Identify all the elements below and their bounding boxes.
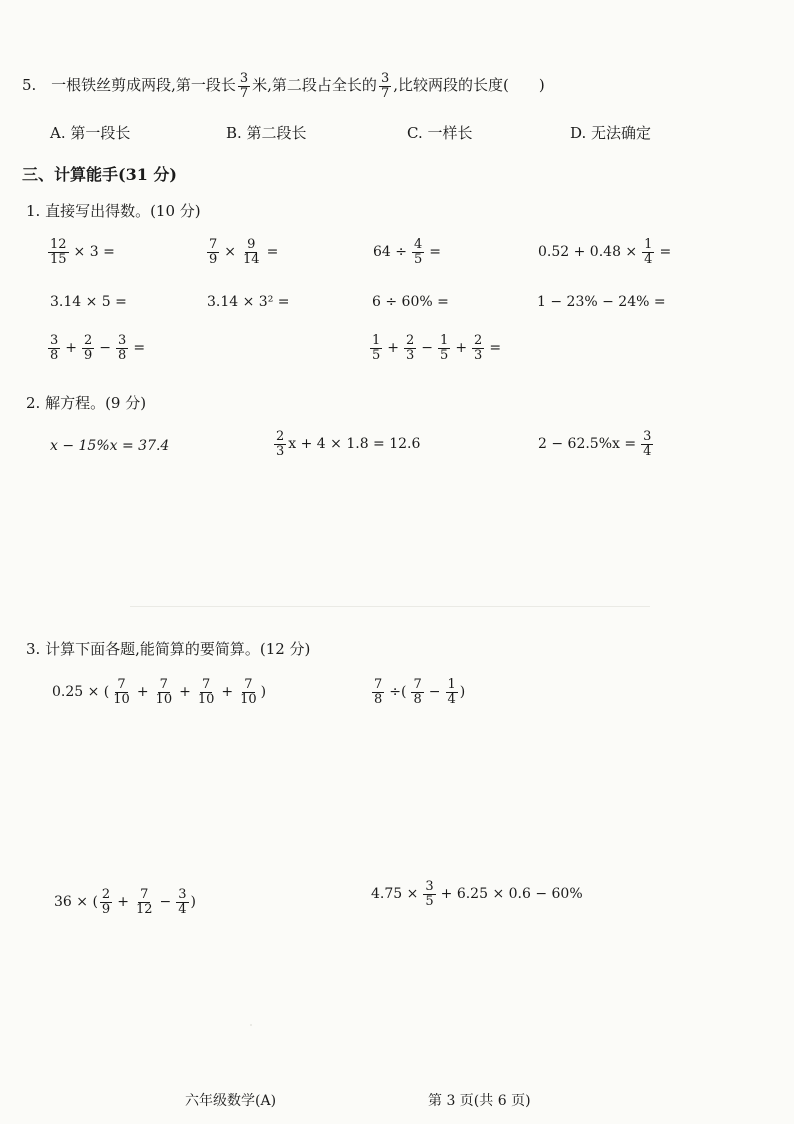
expr-2-2: 3.14 × 3² = (207, 294, 290, 310)
question-text: 一根铁丝剪成两段,第一段长 (51, 76, 236, 95)
expr-1-2: $\frac{7}{9}$ × $\frac{9}{14}$ = (209, 237, 279, 267)
expr-1-1: $\frac{12}{15}$ × 3 = (50, 237, 115, 267)
fraction: $\frac{7}{10}$ (197, 677, 215, 707)
fraction: $\frac{3}{4}$ (643, 429, 652, 459)
fraction: $\frac{3}{7}$ (239, 71, 249, 101)
fraction: $\frac{1}{5}$ (440, 333, 449, 363)
expr-2-1: 3.14 × 5 = (50, 294, 127, 310)
question-text: ,比较两段的长度( (393, 76, 509, 95)
fraction: $\frac{7}{12}$ (135, 887, 153, 917)
equation-2: $\frac{2}{3}$ x + 4 × 1.8 = 12.6 (276, 429, 421, 459)
fraction: $\frac{1}{4}$ (447, 677, 456, 707)
question-5 (22, 72, 545, 100)
calc-b: $\frac{7}{8}$ ÷( $\frac{7}{8}$ − $\frac{1}{4}$ ) (374, 677, 466, 707)
fraction: $\frac{2}{3}$ (474, 333, 483, 363)
expr-1-4: 0.52 + 0.48 × $\frac{1}{4}$ = (538, 237, 672, 267)
expr-2-3: 6 ÷ 60% = (372, 294, 449, 310)
fraction: $\frac{7}{10}$ (113, 677, 130, 707)
calc-d: 4.75 × $\frac{3}{5}$ + 6.25 × 0.6 − 60% (371, 879, 583, 909)
scan-artifact (130, 606, 650, 607)
footer-page-number: 第 3 页(共 6 页) (428, 1093, 531, 1109)
option-b: B. 第二段长 (226, 124, 307, 142)
scan-artifact (250, 1024, 252, 1026)
equation-3: 2 − 62.5%x = $\frac{3}{4}$ (538, 429, 652, 459)
part-3-title: 3. 计算下面各题,能简算的要简算。(12 分) (26, 640, 311, 658)
fraction: $\frac{7}{8}$ (374, 677, 383, 707)
fraction: $\frac{1}{5}$ (372, 333, 381, 363)
expr-2-4: 1 − 23% − 24% = (537, 294, 666, 310)
question-text: 米,第二段占全长的 (252, 76, 377, 95)
fraction: $\frac{7}{8}$ (413, 677, 422, 707)
fraction: $\frac{2}{3}$ (276, 429, 285, 459)
question-text: ) (538, 76, 545, 95)
fraction: $\frac{1}{4}$ (644, 237, 653, 267)
equation-1: x − 15%x = 37.4 (50, 438, 170, 454)
fraction: $\frac{12}{15}$ (50, 237, 67, 267)
fraction: $\frac{3}{8}$ (118, 333, 127, 363)
fraction: $\frac{3}{8}$ (50, 333, 59, 363)
footer-subject: 六年级数学(A) (185, 1093, 277, 1109)
part-2-title: 2. 解方程。(9 分) (26, 394, 147, 412)
expr-3-2: $\frac{1}{5}$ + $\frac{2}{3}$ − $\frac{1}{5}$ + $\frac{2}{3}$ = (372, 333, 502, 363)
fraction: $\frac{3}{7}$ (380, 71, 390, 101)
section-title: 三、计算能手(31 分) (22, 165, 177, 184)
fraction: $\frac{2}{9}$ (101, 887, 111, 917)
fraction: $\frac{3}{5}$ (425, 879, 434, 909)
calc-a: 0.25 × ( $\frac{7}{10}$ + $\frac{7}{10}$ + $\frac{7}{10}$ + $\frac{7}{10}$ ) (52, 677, 267, 707)
part-1-title: 1. 直接写出得数。(10 分) (26, 202, 201, 220)
question-number: 5. (22, 76, 37, 95)
calc-c: 36 × ( $\frac{2}{9}$ + $\frac{7}{12}$ − $\frac{3}{4}$ ) (54, 887, 196, 917)
fraction: $\frac{7}{10}$ (240, 677, 257, 707)
fraction: $\frac{7}{9}$ (209, 237, 218, 267)
fraction: $\frac{2}{3}$ (406, 333, 415, 363)
option-c: C. 一样长 (407, 124, 473, 142)
expr-3-1: $\frac{3}{8}$ + $\frac{2}{9}$ − $\frac{3}{8}$ = (50, 333, 146, 363)
fraction: $\frac{9}{14}$ (243, 237, 260, 267)
fraction: $\frac{4}{5}$ (414, 237, 423, 267)
fraction: $\frac{7}{10}$ (155, 677, 173, 707)
option-d: D. 无法确定 (570, 124, 652, 142)
fraction: $\frac{2}{9}$ (84, 333, 93, 363)
fraction: $\frac{3}{4}$ (178, 887, 187, 917)
expr-1-3: 64 ÷ $\frac{4}{5}$ = (373, 237, 442, 267)
option-a: A. 第一段长 (50, 124, 131, 142)
